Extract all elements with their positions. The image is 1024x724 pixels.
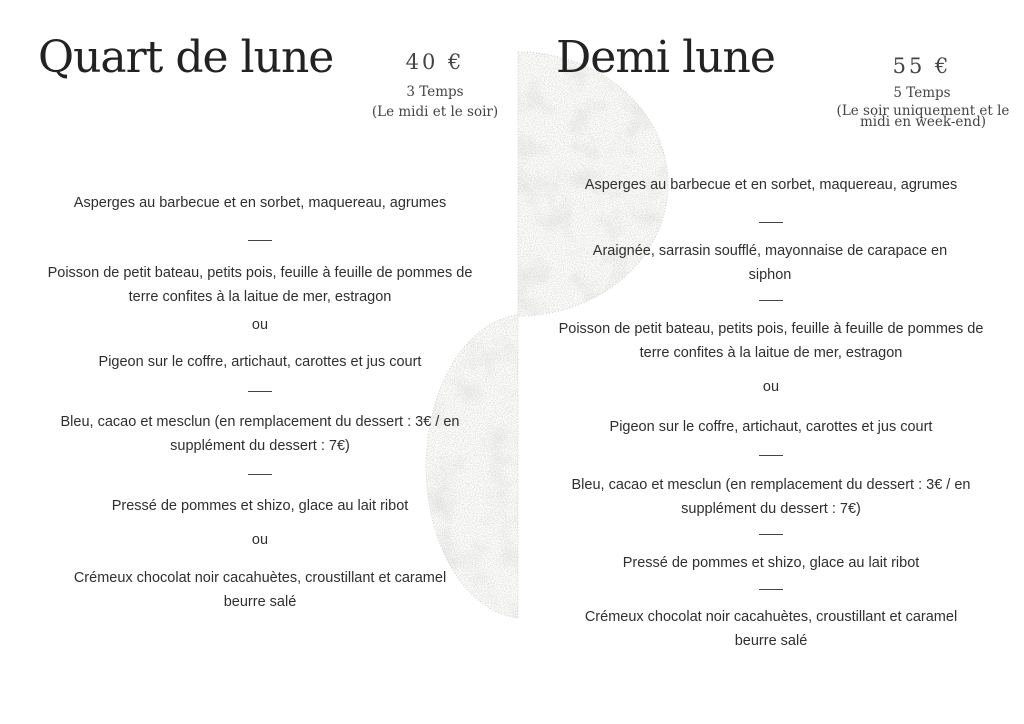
right-dish-3: Poisson de petit bateau, petits pois, feuille à feuille de pommes de terre confites à la laitue de mer, estragon <box>558 321 984 361</box>
course-divider <box>759 534 783 535</box>
right-menu-price: 55 € <box>892 54 952 78</box>
course-divider <box>248 391 272 392</box>
right-menu-title: Demi lune <box>556 32 775 83</box>
right-or-1: ou <box>762 379 780 395</box>
right-menu-courses: 5 Temps <box>893 85 951 101</box>
left-or-1: ou <box>251 317 269 333</box>
course-divider <box>248 240 272 241</box>
left-menu-courses: 3 Temps <box>406 84 464 100</box>
left-dish-1: Asperges au barbecue et en sorbet, maquereau, agrumes <box>73 195 447 211</box>
right-dish-7: Crémeux chocolat noir cacahuètes, croustillant et caramel beurre salé <box>584 609 958 649</box>
course-divider <box>248 474 272 475</box>
course-divider <box>759 300 783 301</box>
right-dish-1: Asperges au barbecue et en sorbet, maquereau, agrumes <box>584 177 958 193</box>
right-menu-service: (Le soir uniquement et le midi en week-end) <box>836 103 1010 130</box>
left-or-2: ou <box>251 532 269 548</box>
left-dish-2: Poisson de petit bateau, petits pois, feuille à feuille de pommes de terre confites à la laitue de mer, estragon <box>47 265 473 305</box>
left-dish-6: Crémeux chocolat noir cacahuètes, croustillant et caramel beurre salé <box>73 570 447 610</box>
course-divider <box>759 589 783 590</box>
right-dish-4: Pigeon sur le coffre, artichaut, carottes et jus court <box>609 419 933 435</box>
left-dish-4: Bleu, cacao et mesclun (en remplacement du dessert : 3€ / en supplément du dessert : 7€) <box>60 414 460 454</box>
left-dish-5: Pressé de pommes et shizo, glace au lait ribot <box>111 498 409 514</box>
course-divider <box>759 222 783 223</box>
course-divider <box>759 455 783 456</box>
right-dish-5: Bleu, cacao et mesclun (en remplacement du dessert : 3€ / en supplément du dessert : 7€) <box>571 477 971 517</box>
left-menu-title: Quart de lune <box>38 32 334 83</box>
left-menu-price: 40 € <box>405 50 465 74</box>
right-dish-6: Pressé de pommes et shizo, glace au lait ribot <box>622 555 920 571</box>
left-menu-service: (Le midi et le soir) <box>371 104 499 120</box>
left-dish-3: Pigeon sur le coffre, artichaut, carottes et jus court <box>98 354 422 370</box>
right-dish-2: Araignée, sarrasin soufflé, mayonnaise de carapace en siphon <box>592 243 948 283</box>
